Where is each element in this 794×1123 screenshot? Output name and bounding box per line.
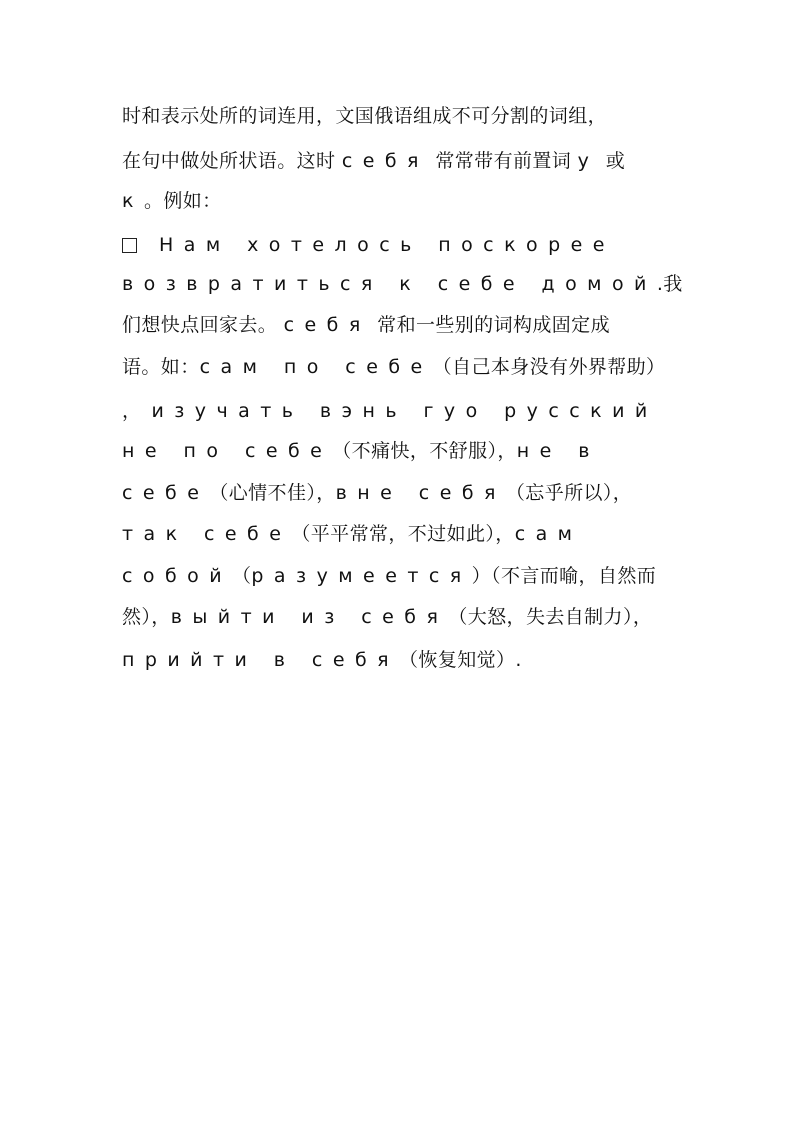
text-line-10 [122,481,682,505]
text-line-4 [122,233,682,257]
russian-sentence: Нам хотелось поскорее [159,234,615,256]
text-segment: 然）， [122,606,171,628]
text-segment: 语。如： [122,356,200,378]
text-line-7 [122,355,682,379]
text-line-5 [122,272,682,296]
russian-phrase: не в [516,440,600,462]
russian-word: себе [122,482,210,504]
text-segment: （大怒，失去自制力）， [448,606,653,628]
text-line-13 [122,605,682,629]
text-segment: （忘乎所以）， [505,482,633,504]
text-segment: 时和表示处所的词连用，文国俄语组成不可分割的词组， [122,105,608,127]
russian-phrase: так себе [122,523,292,545]
russian-word: разумеется [251,565,472,587]
checkbox-icon[interactable] [122,238,137,253]
russian-phrase: ，изучать вэнь гуо русский [122,400,658,422]
russian-phrase: не по себе [122,440,333,462]
russian-word: у [577,150,600,172]
text-line-8 [122,399,682,423]
text-line-2 [122,149,682,173]
russian-word: себя [341,150,429,172]
text-line-14 [122,648,682,672]
text-segment: 。例如： [143,190,222,212]
russian-phrase: сам по себе [199,356,433,378]
text-line-9 [122,439,682,463]
text-segment: （不痛快，不舒服）， [332,440,517,462]
russian-phrase: прийти в себя [122,649,400,671]
russian-phrase: выйти из себя [170,606,449,628]
russian-sentence: возвратиться к себе домой [122,273,657,295]
text-segment: 或 [599,150,626,172]
text-segment: （自己本身没有外界帮助） [432,356,666,378]
text-segment: ）（不言而喻，自然而 [471,565,657,587]
russian-word: к [122,190,144,212]
text-segment: （平平常常，不过如此）， [291,523,515,545]
russian-word: сам [514,523,583,545]
text-line-1 [122,104,682,128]
russian-phrase: вне себя [335,482,506,504]
text-line-3 [122,189,682,213]
text-segment: 常和一些别的词构成固定成 [370,314,610,336]
text-segment: （恢复知觉）. [399,649,522,671]
text-segment: 们想快点回家去。 [122,314,284,336]
text-line-11 [122,522,682,546]
text-line-6 [122,313,682,337]
text-line-12 [122,564,682,588]
russian-word: собой [122,565,233,587]
text-segment: .我 [656,273,683,295]
russian-word: себя [283,314,371,336]
text-segment: 在句中做处所状语。这时 [122,150,342,172]
text-segment: 常常带有前置词 [428,150,578,172]
text-segment: （ [232,565,252,587]
text-segment: （心情不佳）， [209,482,336,504]
